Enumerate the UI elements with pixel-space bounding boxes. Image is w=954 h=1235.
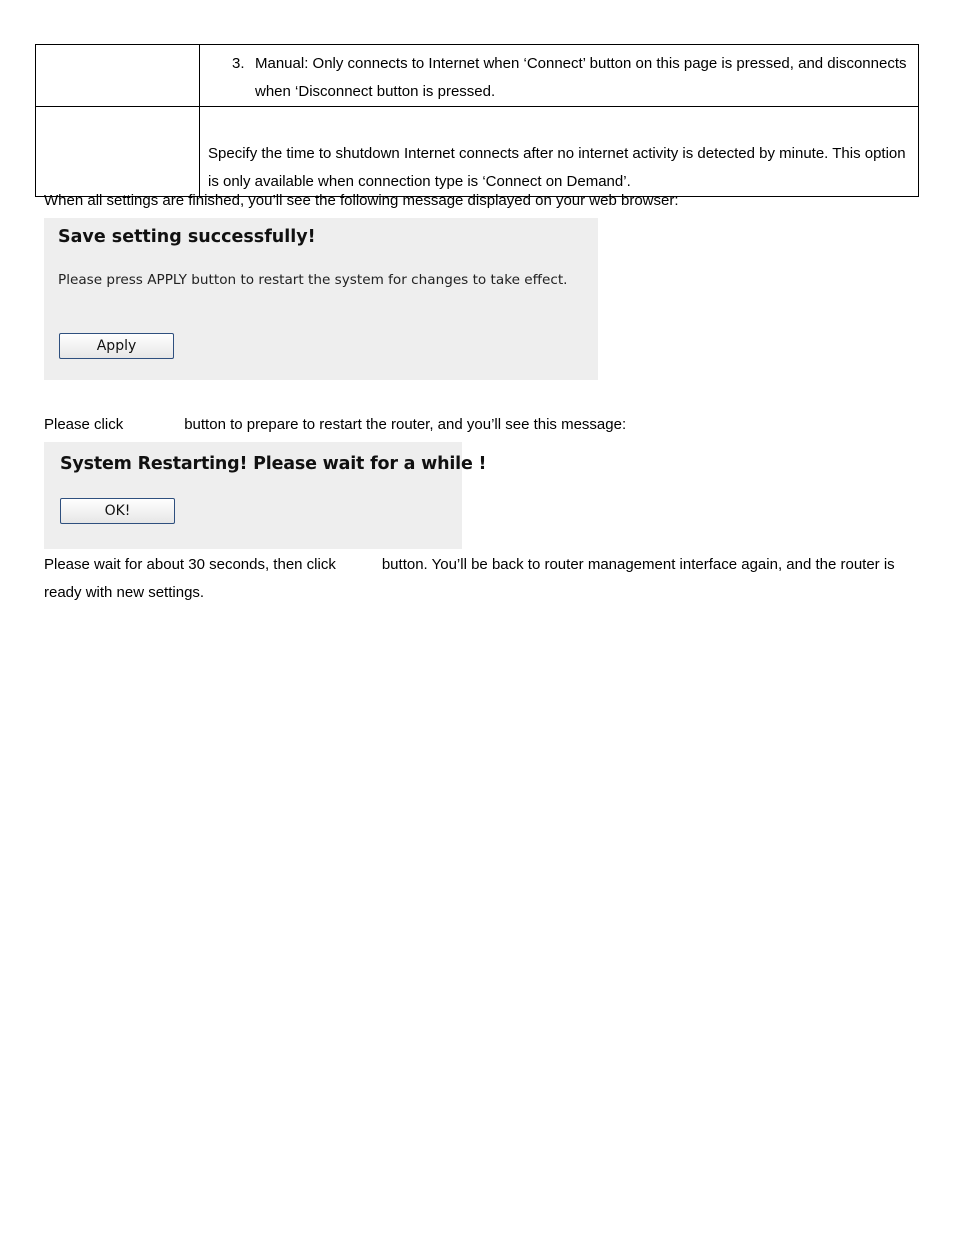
idle-time-description: Specify the time to shutdown Internet connects after no internet activity is detected by minute. This option is only available when connection type is ‘Connect on Demand’. (208, 145, 906, 190)
save-success-panel (44, 218, 598, 380)
ok-button[interactable]: OK! (60, 498, 175, 524)
list-item (200, 45, 918, 106)
parameter-name-cell (36, 45, 200, 107)
table-row (36, 45, 919, 107)
list-item-number: 3. (232, 55, 245, 72)
click-apply-paragraph (44, 411, 626, 439)
parameter-name-cell (36, 107, 200, 197)
wait-paragraph (44, 551, 919, 607)
parameter-table (35, 44, 919, 197)
paragraph-text: Please click (44, 416, 124, 433)
table-row (36, 107, 919, 197)
parameter-description-cell (200, 45, 919, 107)
settings-finished-paragraph: When all settings are finished, you’ll see the following message displayed on your web browser: (44, 192, 679, 209)
save-success-title: Save setting successfully! (58, 227, 316, 247)
restart-title: System Restarting! Please wait for a while ! (60, 454, 487, 474)
paragraph-text: button to prepare to restart the router, and you’ll see this message: (184, 416, 627, 433)
save-success-message: Please press APPLY button to restart the system for changes to take effect. (58, 272, 568, 288)
list-item-text: Manual: Only connects to Internet when ‘Connect’ button on this page is pressed, and disconnects when ‘Disconnect button is pressed. (255, 55, 907, 100)
paragraph-text: Please wait for about 30 seconds, then click (44, 556, 336, 573)
parameter-description-cell (200, 107, 919, 197)
paragraph-text: button. You’ll be back to router management interface again, and the router is ready with new settings. (44, 556, 895, 601)
apply-button[interactable]: Apply (59, 333, 174, 359)
restart-panel (44, 442, 487, 549)
